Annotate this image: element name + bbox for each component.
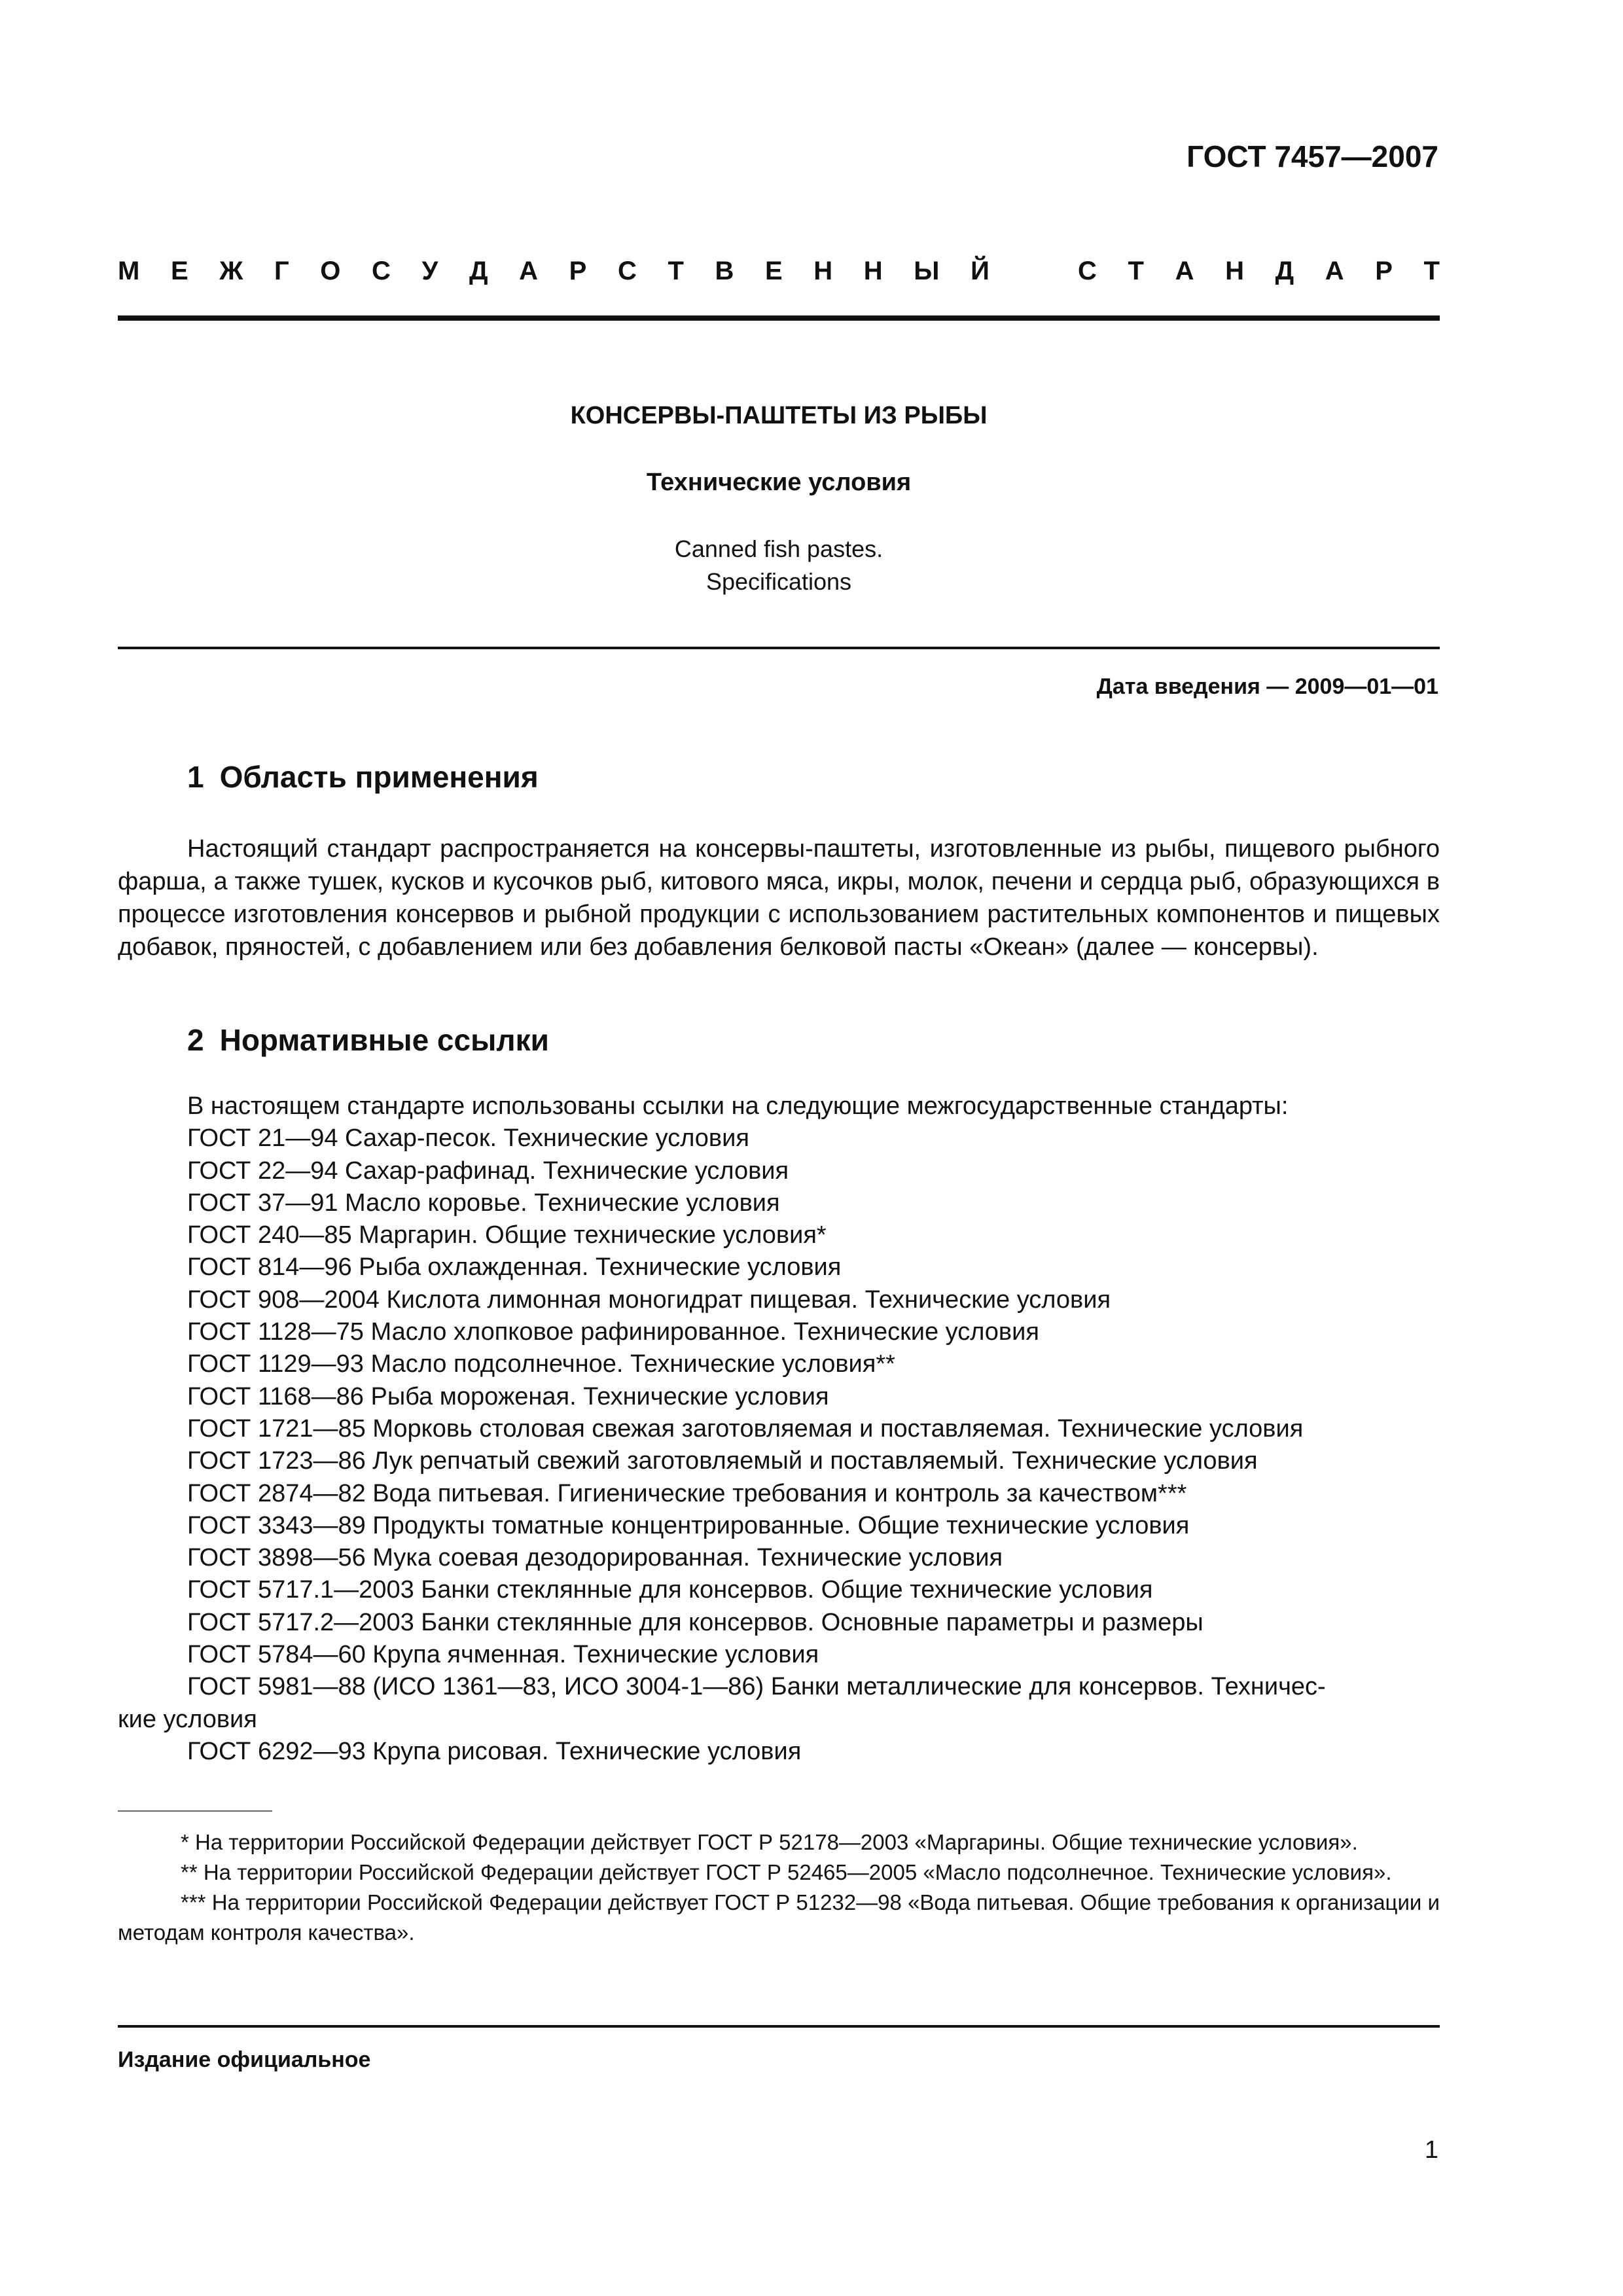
banner-letter: Р <box>1375 257 1393 285</box>
banner-letter: Д <box>1275 257 1294 285</box>
reference-line: ГОСТ 1168—86 Рыба мороженая. Технические условия <box>187 1382 829 1410</box>
banner-letter: Р <box>569 257 587 285</box>
banner-letter: Т <box>1423 257 1440 285</box>
banner-letter: Г <box>274 257 289 285</box>
reference-line: ГОСТ 2874—82 Вода питьевая. Гигиенические требования и контроль за качеством*** <box>187 1479 1187 1507</box>
section-2-heading <box>187 1022 549 1058</box>
reference-line: ГОСТ 1128—75 Масло хлопковое рафинированное. Технические условия <box>187 1318 1039 1346</box>
banner-letter: Н <box>1225 257 1244 285</box>
footnote-separator <box>118 1810 272 1812</box>
footnotes <box>118 1827 1440 1948</box>
banner-letter: А <box>519 257 539 285</box>
section-number: 2 <box>187 1023 204 1057</box>
footnote: ** На территории Российской Федерации действует ГОСТ Р 52465—2005 «Масло подсолнечное. Технические условия». <box>181 1860 1392 1884</box>
reference-line: кие условия <box>118 1705 257 1733</box>
banner-letter: Е <box>764 257 783 285</box>
reference-line: ГОСТ 1723—86 Лук репчатый свежий заготовляемый и поставляемый. Технические условия <box>187 1447 1258 1475</box>
section-1-heading <box>187 759 539 795</box>
reference-line: ГОСТ 5981—88 (ИСО 1361—83, ИСО 3004-1—86) Банки металлические для консервов. Техничес- <box>187 1673 1326 1701</box>
banner-letter: С <box>372 257 391 285</box>
banner-letter: А <box>1325 257 1344 285</box>
standard-banner <box>118 257 1440 286</box>
document-title: КОНСЕРВЫ-ПАШТЕТЫ ИЗ РЫБЫ <box>570 402 988 429</box>
banner-letter: М <box>118 257 140 285</box>
banner-letter: С <box>617 257 637 285</box>
banner-word-gap <box>1020 257 1046 286</box>
normative-references <box>118 1090 1440 1768</box>
banner-letter: Н <box>863 257 883 285</box>
banner-letter: У <box>421 257 438 285</box>
introduction-date: Дата введения — 2009—01—01 <box>1096 674 1438 699</box>
header-divider <box>118 315 1440 321</box>
document-number: ГОСТ 7457—2007 <box>1186 139 1438 173</box>
banner-letter: Т <box>668 257 684 285</box>
reference-line: ГОСТ 21—94 Сахар-песок. Технические условия <box>187 1124 749 1153</box>
reference-line: ГОСТ 814—96 Рыба охлажденная. Технические условия <box>187 1253 842 1282</box>
banner-letter: Ж <box>219 257 243 285</box>
banner-letter: Д <box>469 257 488 285</box>
banner-letter: Н <box>813 257 833 285</box>
banner-letter: В <box>715 257 734 285</box>
footer-divider <box>118 2025 1440 2028</box>
reference-line: ГОСТ 3898—56 Мука соевая дезодорированная. Технические условия <box>187 1544 1003 1572</box>
page-number: 1 <box>1424 2136 1438 2164</box>
banner-letter: Й <box>971 257 990 285</box>
reference-line: ГОСТ 5717.2—2003 Банки стеклянные для консервов. Основные параметры и размеры <box>187 1608 1204 1636</box>
edition-label: Издание официальное <box>118 2047 371 2072</box>
reference-line: ГОСТ 3343—89 Продукты томатные концентрированные. Общие технические условия <box>187 1511 1190 1539</box>
english-title-line: Specifications <box>705 568 852 595</box>
section-1-paragraph <box>118 833 1440 963</box>
reference-line: ГОСТ 22—94 Сахар-рафинад. Технические условия <box>187 1157 789 1185</box>
section-number: 1 <box>187 760 204 794</box>
english-title-line: Canned fish pastes. <box>674 535 883 562</box>
reference-line: ГОСТ 6292—93 Крупа рисовая. Технические условия <box>187 1737 802 1765</box>
banner-letter: А <box>1175 257 1194 285</box>
reference-line: ГОСТ 5717.1—2003 Банки стеклянные для консервов. Общие технические условия <box>187 1576 1153 1604</box>
reference-line: ГОСТ 1721—85 Морковь столовая свежая заготовляемая и поставляемая. Технические условия <box>187 1414 1304 1443</box>
footnote: * На территории Российской Федерации действует ГОСТ Р 52178—2003 «Маргарины. Общие технические условия». <box>181 1830 1358 1854</box>
english-title <box>118 533 1440 598</box>
reference-line: ГОСТ 5784—60 Крупа ячменная. Технические условия <box>187 1641 819 1669</box>
reference-line: ГОСТ 1129—93 Масло подсолнечное. Технические условия** <box>187 1350 895 1378</box>
footnote: *** На территории Российской Федерации действует ГОСТ Р 51232—98 «Вода питьевая. Общие требования к организации и методам контроля качества». <box>118 1890 1440 1945</box>
reference-line: ГОСТ 37—91 Масло коровье. Технические условия <box>187 1189 780 1217</box>
document-subtitle: Технические условия <box>646 469 912 496</box>
banner-letter: Т <box>1128 257 1144 285</box>
banner-letter: Е <box>170 257 188 285</box>
section-title: Нормативные ссылки <box>219 1023 549 1057</box>
paragraph-text: Настоящий стандарт распространяется на консервы-паштеты, изготовленные из рыбы, пищевого рыбного фарша, а также тушек, кусков и кусочков рыб, китового мяса, икры, молок, печени и сердца рыб, образующихся в процессе изготовления консервов и рыбной продукции с использованием растительных компонентов и пищевых добавок, пряностей, с добавлением или без добавления белковой пасты «Океан» (далее — консервы). <box>118 835 1440 961</box>
title-divider <box>118 647 1440 649</box>
reference-line: ГОСТ 908—2004 Кислота лимонная моногидрат пищевая. Технические условия <box>187 1285 1111 1314</box>
references-intro: В настоящем стандарте использованы ссылки на следующие межгосударственные стандарты: <box>187 1092 1289 1120</box>
reference-line: ГОСТ 240—85 Маргарин. Общие технические условия* <box>187 1221 827 1249</box>
banner-letter: Ы <box>914 257 940 285</box>
banner-letter: О <box>320 257 341 285</box>
section-title: Область применения <box>219 760 539 794</box>
banner-letter: С <box>1078 257 1097 285</box>
